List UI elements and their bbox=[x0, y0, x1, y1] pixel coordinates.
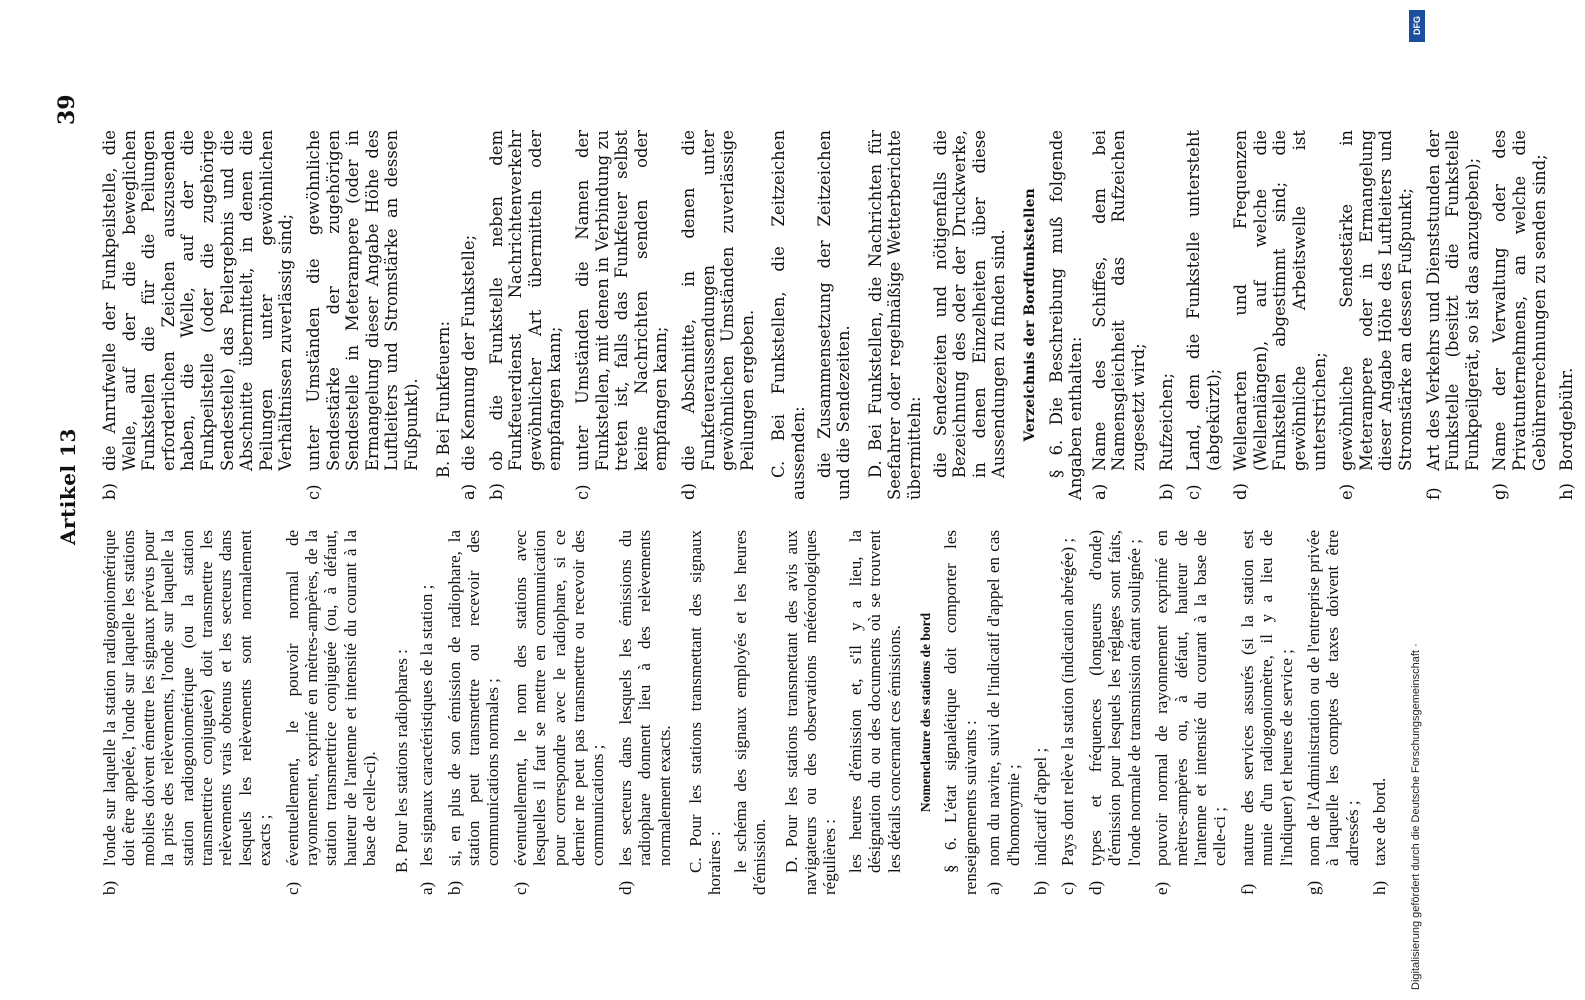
de-section-d-intro: D. Bei Funkstellen, die Nachrichten für Seefahrer oder regelmäßige Wetterberichte übermitteln: bbox=[865, 130, 924, 500]
fr-item-ba bbox=[417, 530, 436, 895]
item-text: pouvoir normal de rayonnement exprimé en mètres-ampères ou, à défaut, hauteur de l'antenne et intensité du courant à la base de celle-ci ; bbox=[1152, 530, 1230, 866]
fr-item-6e bbox=[1152, 530, 1230, 895]
item-label: a) bbox=[417, 881, 437, 895]
de-paragraph-6-intro: § 6. Die Beschreibung muß folgende Angaben enthalten: bbox=[1046, 130, 1086, 500]
item-label: h) bbox=[1557, 483, 1577, 500]
item-label: a) bbox=[1089, 483, 1109, 500]
fr-section-c-text: le schéma des signaux employés et les heures d'émission. bbox=[730, 530, 770, 895]
fr-item-6a bbox=[984, 530, 1023, 895]
item-label: b) bbox=[1156, 483, 1176, 500]
fr-item-bc bbox=[511, 530, 608, 895]
fr-item-b bbox=[100, 530, 275, 895]
french-column bbox=[100, 530, 1398, 895]
item-text: types et fréquences (longueurs d'onde) d'émission pour lesquels les réglages sont faits, l'onde normale de transmission étant soulignée ; bbox=[1085, 530, 1144, 866]
fr-item-bd bbox=[616, 530, 674, 895]
item-label: d) bbox=[615, 880, 635, 895]
item-text: die Kennung der Funkstelle; bbox=[459, 234, 479, 471]
item-label: b) bbox=[1031, 880, 1051, 895]
item-text: die Anrufwelle der Funkpeilstelle, die Welle, auf der die beweglichen Funkstellen die für die Peilungen erforderlichen Zeichen auszusenden haben, die Welle, auf der die Funkpeilstelle (oder die zugehörige Sendestelle) das Peilergebnis und die Abschnitte übermittelt, in denen die Peilungen unter gewöhnlichen Verhältnissen zuverlässig sind; bbox=[100, 130, 296, 471]
item-text: Art des Verkehrs und Dienststunden der Funkstelle (besitzt die Funkstelle Funkpeilgerät, so ist das anzugeben); bbox=[1423, 130, 1482, 471]
de-section-heading: Verzeichnis der Bordfunkstellen bbox=[1021, 188, 1038, 442]
article-title: Artikel 13 bbox=[56, 428, 80, 545]
item-label: d) bbox=[1085, 880, 1105, 895]
item-text: gewöhnliche Sendestärke in Meterampere oder in Ermangelung dieser Angabe Höhe des Luftleiters und Stromstärke an dessen Fußpunkt; bbox=[1337, 130, 1416, 471]
de-section-c-text: die Zusammensetzung der Zeitzeichen und die Sendezeiten. bbox=[814, 130, 854, 500]
item-text: indicatif d'appel ; bbox=[1031, 747, 1051, 866]
item-text: taxe de bord. bbox=[1370, 777, 1390, 866]
german-column bbox=[100, 130, 1585, 500]
page-number: 39 bbox=[54, 94, 80, 125]
item-label: c) bbox=[1184, 484, 1204, 500]
fr-item-6h bbox=[1370, 530, 1389, 895]
fr-item-c bbox=[283, 530, 380, 895]
fr-item-bb bbox=[445, 530, 503, 895]
de-item-bc bbox=[573, 130, 671, 500]
item-label: e) bbox=[1152, 881, 1172, 895]
de-section-c-intro: C. Bei Funkstellen, die Zeitzeichen aussenden: bbox=[769, 130, 808, 500]
digitization-sidebar bbox=[1400, 0, 1434, 1000]
item-text: éventuellement, le nom des stations avec lesquelles il faut se mettre en communication pour correspondre avec le radiophare, si ce dernier ne peut pas transmettre ou recevoir des communications ; bbox=[510, 530, 608, 866]
de-item-bb bbox=[487, 130, 565, 500]
de-item-ba bbox=[459, 130, 479, 500]
fr-item-6b bbox=[1031, 530, 1050, 895]
item-text: unter Umständen die gewöhnliche Sendestärke der zugehörigen Sendestelle in Meterampere (oder in Ermangelung dieser Angabe Höhe des Luftleiters und Stromstärke an dessen Fußpunkt). bbox=[303, 130, 421, 471]
de-item-c bbox=[304, 130, 422, 500]
item-label: g) bbox=[1490, 483, 1510, 500]
item-label: g) bbox=[1303, 880, 1323, 895]
fr-section-d-intro: D. Pour les stations transmettant des avis aux navigateurs ou des observations météorologiques régulières : bbox=[781, 530, 840, 895]
item-text: unter Umständen die Namen der Funkstellen, mit denen in Verbindung zu treten ist, falls das Funkfeuer selbst keine Nachrichten senden oder empfangen kann; bbox=[573, 130, 671, 471]
item-label: c) bbox=[282, 881, 302, 895]
item-label: a) bbox=[459, 483, 479, 500]
item-text: Wellenarten und Frequenzen (Wellenlängen), auf welche die Funkstellen abgestimmt sind; die gewöhnliche Arbeitswelle ist unterstrichen; bbox=[1231, 130, 1329, 471]
item-text: nature des services assurés (si la station est munie d'un radiogoniomètre, il y a lieu de l'indiquer) et heures de service ; bbox=[1237, 530, 1296, 866]
item-text: les signaux caractéristiques de la station ; bbox=[417, 584, 437, 866]
item-text: si, en plus de son émission de radiophare, la station peut transmettre ou recevoir des communications normales ; bbox=[444, 530, 503, 866]
fr-section-d-text: les heures d'émission et, s'il y a lieu, la désignation du ou des documents où se trouvent les détails concernant ces émissions. bbox=[845, 530, 904, 873]
de-item-6h bbox=[1557, 130, 1577, 500]
item-label: f) bbox=[1423, 487, 1443, 500]
fr-item-6c bbox=[1058, 530, 1077, 895]
de-section-d-text: die Sendezeiten und nötigenfalls die Bezeichnung des oder der Druckwerke, in denen Einzelheiten über diese Aussendungen zu finden sind. bbox=[930, 130, 1009, 478]
dfg-logo: DFG bbox=[1409, 10, 1425, 42]
de-item-6g bbox=[1490, 130, 1549, 500]
de-item-b bbox=[100, 130, 296, 500]
funding-credit: Digitalisierung gefördert durch die Deutsche Forschungsgemeinschaft · bbox=[1410, 643, 1422, 990]
fr-section-heading: Nomenclature des stations de bord bbox=[918, 612, 934, 813]
item-label: d) bbox=[1231, 483, 1251, 500]
de-item-6c bbox=[1184, 130, 1223, 500]
item-label: c) bbox=[1058, 881, 1078, 895]
item-text: die Abschnitte, in denen die Funkfeueraussendungen unter gewöhnlichen Umständen zuverlässige Peilungen ergeben. bbox=[679, 130, 757, 471]
item-text: Land, dem die Funkstelle untersteht (abgekürzt); bbox=[1184, 130, 1223, 471]
item-text: Name der Verwaltung oder des Privatunternehmens, an welche die Gebührenrechnungen zu senden sind; bbox=[1490, 130, 1549, 471]
item-text: Name des Schiffes, dem bei Namensgleichheit das Rufzeichen zugesetzt wird; bbox=[1089, 130, 1148, 471]
item-text: nom du navire, suivi de l'indicatif d'appel en cas d'homonymie ; bbox=[984, 530, 1023, 866]
fr-item-6d bbox=[1086, 530, 1144, 895]
item-label: b) bbox=[444, 880, 464, 895]
de-item-bd bbox=[679, 130, 757, 500]
item-label: c) bbox=[573, 484, 593, 500]
item-text: Pays dont relève la station (indication abrégée) ; bbox=[1058, 537, 1078, 866]
page-header bbox=[34, 70, 80, 940]
item-label: d) bbox=[679, 483, 699, 500]
item-text: ob die Funkstelle neben dem Funkfeuerdienst Nachrichtenverkehr gewöhnlicher Art übermitteln oder empfangen kann; bbox=[486, 130, 565, 471]
item-label: f) bbox=[1237, 883, 1257, 895]
fr-section-c-intro: C. Pour les stations transmettant des signaux horaires : bbox=[685, 530, 725, 895]
de-item-6d bbox=[1231, 130, 1329, 500]
fr-item-6g bbox=[1304, 530, 1362, 895]
item-text: Rufzeichen; bbox=[1156, 372, 1176, 471]
fr-item-6f bbox=[1238, 530, 1296, 895]
de-item-6a bbox=[1090, 130, 1149, 500]
item-label: e) bbox=[1337, 483, 1357, 500]
item-text: les secteurs dans lesquels les émissions du radiophare donnent lieu à des relèvements normalement exacts. bbox=[615, 530, 674, 866]
item-text: nom de l'Administration ou de l'entreprise privée à laquelle les comptes de taxes doivent être adressés ; bbox=[1303, 530, 1362, 866]
de-item-6b bbox=[1157, 130, 1177, 500]
fr-section-b-intro: B. Pour les stations radiophares : bbox=[391, 649, 411, 873]
fr-paragraph-6-intro: § 6. L'état signalétique doit comporter les renseignements suivants : bbox=[941, 530, 980, 895]
item-label: b) bbox=[486, 483, 506, 500]
item-label: a) bbox=[984, 881, 1004, 895]
item-label: c) bbox=[510, 881, 530, 895]
de-section-b-intro: B. Bei Funkfeuern: bbox=[433, 320, 453, 478]
item-label: b) bbox=[100, 483, 119, 500]
item-label: b) bbox=[100, 880, 119, 895]
item-text: l'onde sur laquelle la station radiogoniométrique doit être appelée, l'onde sur laquelle les stations mobiles doivent émettre les signaux prévus pour la prise des relèvements, l'onde sur laquelle la station radiogoniométrique (ou la station transmettrice conjuguée) doit transmettre les relèvements vrais obtenus et les secteurs dans lesquels les relèvements sont normalement exacts ; bbox=[100, 530, 275, 866]
item-label: h) bbox=[1370, 880, 1390, 895]
item-label: c) bbox=[303, 484, 323, 500]
item-text: Bordgebühr. bbox=[1557, 367, 1577, 471]
item-text: éventuellement, le pouvoir normal de rayonnement, exprimé en mètres-ampères, de la station transmettrice conjuguée (ou, à défaut, hauteur de l'antenne et intensité du courant à la base de celle-ci). bbox=[282, 530, 380, 866]
